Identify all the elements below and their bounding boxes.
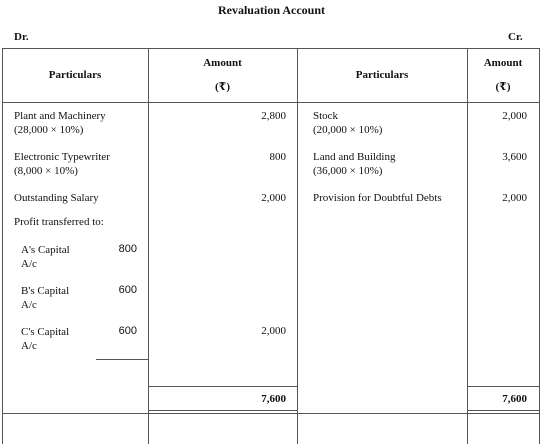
partner-capital-label: B's Capital [21, 285, 70, 297]
debit-item-amount: 800 [269, 151, 286, 163]
header-amount-right-unit: (₹) [495, 81, 511, 93]
debit-item-label: Outstanding Salary [14, 192, 99, 204]
partner-capital-amount: 600 [118, 284, 137, 296]
credit-item-calc: (20,000 × 10%) [313, 124, 383, 136]
partner-capital-amount: 600 [118, 325, 137, 337]
header-amount-right: Amount [483, 57, 523, 69]
partner-capital-amount: 800 [118, 243, 137, 255]
credit-item-amount: 2,000 [502, 110, 527, 122]
debit-item-calc: (8,000 × 10%) [14, 165, 78, 177]
partner-capital-ac: A/c [21, 258, 37, 270]
total-row-bottom-border [2, 413, 540, 414]
partner-capital-ac: A/c [21, 299, 37, 311]
credit-item-amount: 2,000 [502, 192, 527, 204]
header-particulars-left: Particulars [48, 69, 102, 81]
col-divider-1 [148, 48, 149, 444]
credit-item-label: Stock [313, 110, 339, 122]
cr-label: Cr. [508, 31, 523, 43]
partner-subtotal-line [96, 359, 148, 360]
dr-label: Dr. [14, 31, 29, 43]
debit-item-amount: 2,800 [261, 110, 286, 122]
credit-item-amount: 3,600 [502, 151, 527, 163]
total-amount-right: 7,600 [502, 393, 527, 405]
header-amount-left: Amount [203, 57, 242, 69]
table-right-border [539, 48, 540, 444]
total-bottom-line-right [467, 410, 539, 411]
header-amount-left-unit: (₹) [215, 81, 230, 93]
total-top-line-right [467, 386, 539, 387]
page-title: Revaluation Account [217, 3, 325, 17]
debit-item-amount: 2,000 [261, 192, 286, 204]
total-top-line-left [148, 386, 297, 387]
header-bottom-border [2, 102, 540, 103]
table-top-border [2, 48, 540, 49]
col-divider-3 [467, 48, 468, 444]
header-particulars-right: Particulars [355, 69, 409, 81]
col-divider-2 [297, 48, 298, 444]
table-left-border [2, 48, 3, 444]
total-bottom-line-left [148, 410, 297, 411]
partner-capital-label: A's Capital [21, 244, 70, 256]
credit-item-label: Land and Building [313, 151, 396, 163]
credit-item-label: Provision for Doubtful Debts [313, 192, 442, 204]
partner-capital-ac: A/c [21, 340, 37, 352]
debit-item-label: Electronic Typewriter [14, 151, 110, 163]
profit-transfer-label: Profit transferred to: [14, 216, 104, 228]
partner-capital-label: C's Capital [21, 326, 70, 338]
credit-item-calc: (36,000 × 10%) [313, 165, 383, 177]
debit-item-calc: (28,000 × 10%) [14, 124, 84, 136]
total-amount-left: 7,600 [261, 393, 286, 405]
debit-item-label: Plant and Machinery [14, 110, 106, 122]
profit-total-amount: 2,000 [261, 325, 286, 337]
